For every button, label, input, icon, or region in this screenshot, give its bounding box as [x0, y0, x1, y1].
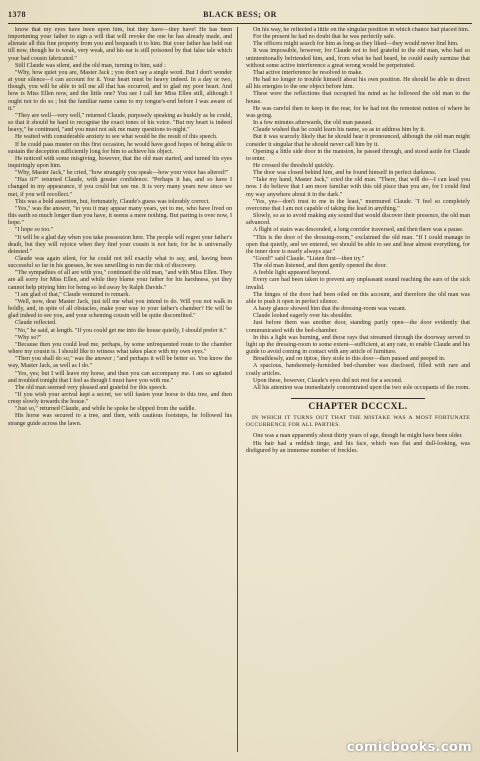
- paragraph: Claude reflected.: [15, 320, 57, 327]
- paragraph: Upon these, however, Claude's eyes did not rest for a second.: [253, 377, 403, 384]
- paragraph: Claude was again silent, for he could not tell exactly what to say, and, having been successful so far in his guesses, he was unwilling to run the risk of discovery.: [8, 256, 232, 270]
- paragraph: A flight of stairs was descended, a long corridor traversed, and then there was a pause.: [253, 227, 464, 234]
- paragraph: "Then you shall do so," was the answer ; "and perhaps it will be better so. You know the way, Master Jack, as well as I do.": [8, 356, 232, 370]
- chapter-subtitle: IN WHICH IT TURNS OUT THAT THE MISTAKE WAS A MOST FORTUNATE OCCURRENCE FOR ALL PARTIES.: [246, 415, 470, 429]
- paragraph: The hinges of the door had been oiled on this account, and therefore the old man was able to push it open in perfect silence.: [246, 291, 470, 305]
- paragraph: In this a light was burning, and those rays that streamed through the doorway served to light up the dressing-room to some extent—sufficient, at any rate, to enable Claude and his guide to avoid coming in contact with any article of furniture.: [246, 334, 470, 356]
- paragraph: He waited with considerable anxiety to see what would be the result of this speech.: [15, 134, 218, 141]
- chapter-paragraphs: [246, 433, 470, 454]
- paragraph: For the present he had no doubt that he was perfectly safe.: [253, 34, 396, 41]
- paragraph: It was impossible, however, for Claude not to feel grateful to the old man, who had so unintentionally befriended him, and, from what he had heard, he could easily surmise that without some active interference a great wrong would be perpetrated.: [246, 48, 470, 69]
- paragraph: "Why, how quiet you are, Master Jack ; you don't say a single word. But I don't wonder at your silence—I can account for it. Your heart must be heavy indeed. In a day or two, though, you will be able to tell me all that has occurred, and to glad my poor heart. And how is Miss Ellen now, and the little one? You see I call her Miss Ellen still, although I ought not to do so ; but the familiar name came to my tongue's-end before I was aware of it.": [8, 69, 232, 112]
- paragraph: "Well, now, dear Master Jack, just tell me what you intend to do. Will you not walk in boldly, and, in spite of all obstacles, make your way to your father's chamber? He will be glad indeed to see you, and your scheming cousin will be quite discomfited.": [8, 298, 232, 320]
- paragraph: "Just so," returned Claude, and while he spoke he slipped from the saddle.: [15, 406, 196, 413]
- paragraph: Claude wished that he could learn his name, so as to address him by it.: [253, 127, 426, 134]
- paragraph: "Because then you could lead me, perhaps, by some unfrequented route to the chamber where my cousin is. I should like to witness what takes place with my own eyes.": [8, 341, 232, 356]
- paragraph: "No," he said, at length. "If you could get me into the house quietly, I should prefer it.": [15, 327, 227, 334]
- paragraph: The old man seemed very pleased and grateful for this speech.: [15, 384, 168, 391]
- paragraph: If he could pass muster on this first occasion, he would have good hopes of being able to sustain the deception sufficiently long for him to achieve his object.: [8, 141, 232, 155]
- paragraph: Still Claude was silent, and the old man, turning to him, said :: [15, 62, 166, 69]
- paragraph: "This is the door of the dressing-room," exclaimed the old man. "If I could manage to open that quietly, and we entered, we should be able to see and hear almost everything, for the inner door is nearly always ajar.": [246, 234, 470, 255]
- paragraph: Opening a little side door in the mansion, he passed through, and stood aside for Claude to enter.: [246, 148, 470, 162]
- paragraph: "Yes, yes; but I will leave my horse, and then you can accompany me. I am so agitated and troubled tonight that I feel as though I must have you with me.": [8, 370, 232, 384]
- paragraph: Just before them was another door, standing partly open—the door evidently that communicated with the bed-chamber.: [246, 320, 470, 334]
- paragraph: These were the reflections that occupied his mind as he followed the old man to the house.: [246, 91, 470, 105]
- paragraph: A feeble light appeared beyond.: [253, 270, 331, 277]
- paragraph: He crossed the threshold quickly.: [253, 162, 335, 169]
- paragraph: A spacious, handsomely-furnished bed-chamber was disclosed, filled with rare and costly articles.: [246, 363, 470, 377]
- paragraph: On his way, he reflected a little on the singular position in which chance had placed him.: [253, 27, 470, 33]
- paragraph: His hair had a reddish tinge, and his face, which was flat and dull-looking, was disfigured by an immense number of freckles.: [246, 440, 470, 454]
- chapter-number: CHAPTER DCCCXL.: [308, 401, 408, 412]
- header-rule: [8, 23, 472, 24]
- paragraph: In a few minutes afterwards, the old man paused.: [253, 120, 373, 127]
- paragraph: That active interference he resolved to make.: [253, 69, 363, 76]
- paragraph: The door was closed behind him, and he found himself in perfect darkness.: [253, 170, 437, 177]
- paragraph: Slowly, so as to avoid making any sound that would discover their presence, the old man advanced.: [246, 213, 470, 227]
- paragraph: "Take my hand, Master Jack," cried the old man. "There, that will do—I can lead you now. I do believe that I am more familiar with this old place than you are, for I could find my way anywhere about it in the dark.": [246, 177, 470, 198]
- paragraph: Claude looked eagerly over his shoulder.: [253, 313, 353, 320]
- paragraph: The officers might search for him as long as they liked—they would never find him.: [253, 41, 459, 48]
- column-divider: [237, 27, 238, 752]
- paragraph: His horse was secured to a tree, and then, with cautious footsteps, he followed his strange guide across the lawn.: [8, 413, 232, 427]
- left-column: [8, 27, 232, 752]
- chapter-block: [246, 398, 470, 429]
- paragraph: "It will be a glad day when you take possession here. The people will regret your father's death, but they will rejoice when they find your cousin is not heir, for he is universally detested.": [8, 234, 232, 255]
- paragraph: "Has it?" returned Claude, with greater confidence. "Perhaps it has, and so have I changed in my appearance, if you could but see me. It is very many years now since we met, if you will recollect.": [8, 177, 232, 198]
- paragraph: Every care had been taken to prevent any unpleasant sound reaching the ears of the sick invalid.: [246, 277, 470, 291]
- paragraph: "Yes," was the answer, "to you it may appear many years, yet to me, who have lived on this earth so much longer than you have, it seems a mere nothing. But parting is over now, I hope.": [8, 205, 232, 227]
- page-header: [8, 10, 472, 24]
- right-column: [246, 27, 470, 752]
- paragraph: "The sympathies of all are with you," continued the old man, "and with Miss Ellen. They are all sorry for Miss Ellen, and while they blame your father for his harshness, yet they cannot help pitying him for being so led away by Ralph Davids.": [8, 270, 232, 291]
- right-column-paragraphs: [246, 27, 470, 392]
- paragraph: "I am glad of that," Claude ventured to remark.: [15, 291, 130, 298]
- paragraph: All his attention was immediately concentrated upon the two sole occupants of the room.: [253, 384, 470, 391]
- chapter-rule: [291, 398, 425, 399]
- paragraph: One was a man apparently about thirty years of age, though he might have been older.: [253, 433, 463, 440]
- paragraph: know that my eyes have been upon him, but they have—they have! He has been importuning your father to sign a will that will revoke the one he has already made, and alienate all this fine property from you and bequeath it to him. But your father has held out till now, though he is weak, very weak, and his ear is still poisoned by that false tale which your bad cousin fabricated.": [8, 27, 232, 62]
- paragraph: But it was scarcely likely that he should hear it pronounced, although the old man might consider it singular that he should never call him by it.: [246, 134, 470, 148]
- paragraph: "I hope so too.": [15, 227, 54, 234]
- paragraph: Breathlessly, and on tiptoe, they stole to this door—then paused and peeped in.: [253, 356, 446, 363]
- watermark-logo: comicbooks.com: [346, 740, 472, 755]
- paragraph: A hasty glance showed him that the dressing-room was vacant.: [253, 306, 407, 313]
- paragraph: "Good!" said Claude. "Listen first—then try.": [253, 256, 365, 262]
- running-title: BLACK BESS; OR: [203, 10, 277, 19]
- paragraph: "They are well—very well," returned Claude, purposely speaking as huskily as he could, so that it should be hard to recognise the exact tones of his voice. "But my heart is indeed heavy," he continued, "and you must not ask me many questions to-night.": [8, 112, 232, 134]
- paragraph: This was a bold assertion, but, fortunately, Claude's guess was tolerably correct.: [15, 198, 210, 205]
- page-number: 1378: [8, 10, 26, 19]
- paragraph: "Why so?": [15, 334, 42, 341]
- paragraph: "Why, Master Jack," he cried, "how strangely you speak—how your voice has altered!": [15, 170, 229, 177]
- paragraph: He noticed with some misgiving, however, that the old man started, and turned his eyes inquiringly upon him.: [8, 155, 232, 169]
- paragraph: He was careful then to keep in the rear, for he had not the remotest notion of where he was going.: [246, 105, 470, 119]
- paragraph: "Yes, yes—don't trust to me in the least," murmured Claude. "I feel so completely overcome that I am not capable of taking the lead in anything.": [246, 198, 470, 212]
- paragraph: He had no longer to trouble himself about his own position. He should be able to direct all his energies to the one object before him.: [246, 77, 470, 91]
- paragraph: "If you wish your arrival kept a secret, we will fasten your horse to this tree, and then creep slowly towards the house.": [8, 391, 232, 406]
- paragraph: The old man listened, and then gently opened the door.: [253, 263, 387, 270]
